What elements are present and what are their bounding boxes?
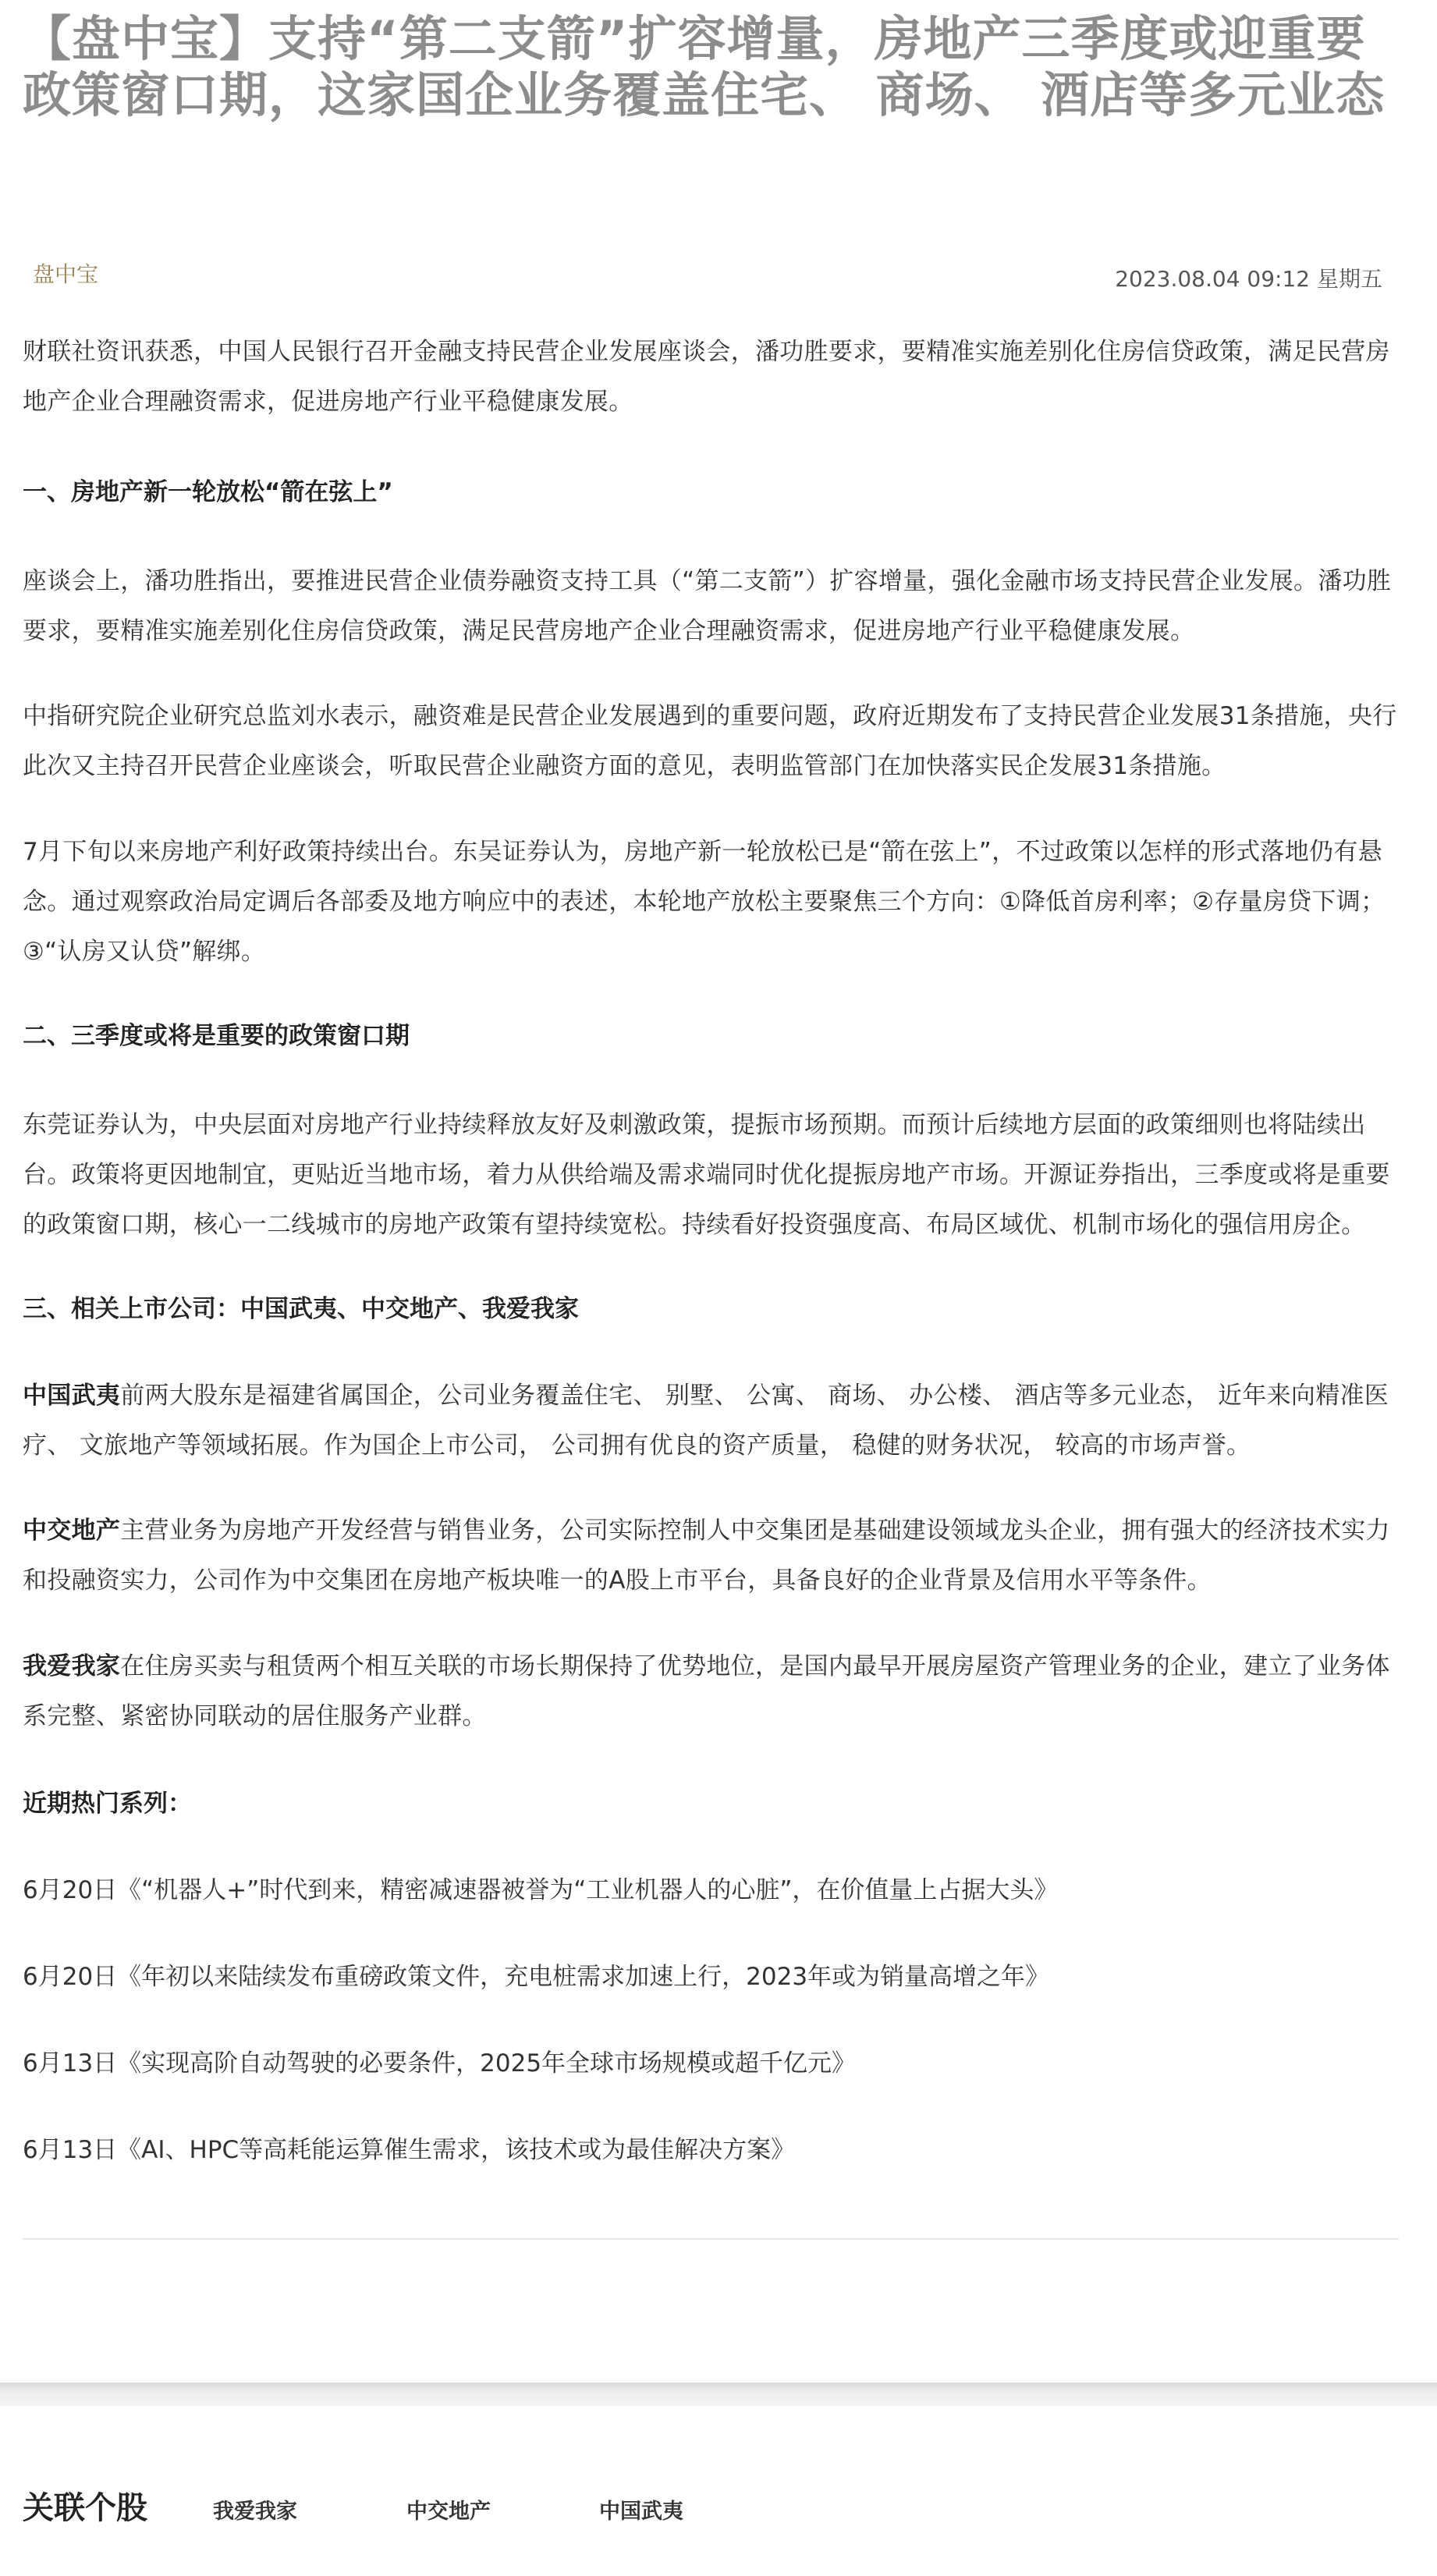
section-heading-3: 三、相关上市公司：中国武夷、中交地产、我爱我家 xyxy=(23,1295,579,1323)
article-datetime: 2023.08.04 09:12 星期五 xyxy=(1115,266,1382,292)
article-source[interactable]: 盘中宝 xyxy=(33,261,99,287)
section-heading-1: 一、房地产新一轮放松“箭在弦上” xyxy=(23,478,393,506)
company-description: 主营业务为房地产开发经营与销售业务，公司实际控制人中交集团是基础建设领域龙头企业，拥有强大的经济技术实力和投融资实力，公司作为中交集团在房地产板块唯一的A股上市平台，具备良好的企业背景及信用水平等条件。 xyxy=(23,1517,1390,1595)
recent-series-item[interactable]: 6月13日《AI、HPC等高耗能运算催生需求，该技术或为最佳解决方案》 xyxy=(23,2136,796,2164)
related-stock-link[interactable]: 中国武夷 xyxy=(599,2500,683,2524)
section2-paragraph-1: 东莞证券认为，中央层面对房地产行业持续释放友好及刺激政策，提振市场预期。而预计后续地方层面的政策细则也将陆续出台。政策将更因地制宜，更贴近当地市场，着力从供给端及需求端同时优化提振房地产市场。开源证券指出，三季度或将是重要的政策窗口期，核心一二线城市的房地产政策有望持续宽松。持续看好投资强度高、布局区域优、机制市场化的强信用房企。 xyxy=(23,1111,1390,1239)
company-paragraph-3 xyxy=(23,1641,1400,1741)
section-heading-2: 二、三季度或将是重要的政策窗口期 xyxy=(23,1022,410,1050)
company-name: 中国武夷 xyxy=(23,1382,121,1410)
company-name: 中交地产 xyxy=(23,1517,121,1545)
article-title: 【盘中宝】支持“第二支箭”扩容增量，房地产三季度或迎重要政策窗口期，这家国企业务覆盖住宅、 商场、 酒店等多元业态 xyxy=(23,10,1386,123)
company-name: 我爱我家 xyxy=(23,1652,121,1680)
section-separator xyxy=(0,2383,1437,2406)
company-description: 前两大股东是福建省属国企，公司业务覆盖住宅、 别墅、 公寓、 商场、 办公楼、 酒店等多元业态， 近年来向精准医疗、 文旅地产等领域拓展。作为国企上市公司， 公司拥有优良的资产质量， 稳健的财务状况， 较高的市场声誉。 xyxy=(23,1382,1389,1460)
company-paragraph-2 xyxy=(23,1506,1400,1606)
related-stock-link[interactable]: 中交地产 xyxy=(406,2500,491,2524)
recent-series-item[interactable]: 6月20日《“机器人+”时代到来，精密减速器被誉为“工业机器人的心脏”，在价值量上占据大头》 xyxy=(23,1876,1059,1904)
recent-series-item[interactable]: 6月13日《实现高阶自动驾驶的必要条件，2025年全球市场规模或超千亿元》 xyxy=(23,2049,857,2077)
article-intro: 财联社资讯获悉，中国人民银行召开金融支持民营企业发展座谈会，潘功胜要求，要精准实施差别化住房信贷政策，满足民营房地产企业合理融资需求，促进房地产行业平稳健康发展。 xyxy=(23,338,1390,416)
company-paragraph-1 xyxy=(23,1371,1400,1471)
section1-paragraph-1: 座谈会上，潘功胜指出，要推进民营企业债券融资支持工具（“第二支箭”）扩容增量，强化金融市场支持民营企业发展。潘功胜要求，要精准实施差别化住房信贷政策，满足民营房地产企业合理融资需求，促进房地产行业平稳健康发展。 xyxy=(23,567,1392,645)
content-divider xyxy=(23,2238,1399,2240)
related-stocks-title: 关联个股 xyxy=(23,2490,147,2526)
related-stocks-panel xyxy=(0,2406,1437,2576)
section1-paragraph-3: 7月下旬以来房地产利好政策持续出台。东吴证券认为，房地产新一轮放松已是“箭在弦上”，不过政策以怎样的形式落地仍有悬念。通过观察政治局定调后各部委及地方响应中的表述，本轮地产放松主要聚焦三个方向：①降低首房利率；②存量房贷下调；③“认房又认贷”解绑。 xyxy=(23,838,1386,966)
recent-series-item[interactable]: 6月20日《年初以来陆续发布重磅政策文件，充电桩需求加速上行，2023年或为销量高增之年》 xyxy=(23,1963,1050,1991)
related-stock-link[interactable]: 我爱我家 xyxy=(213,2500,297,2524)
section1-paragraph-2: 中指研究院企业研究总监刘水表示，融资难是民营企业发展遇到的重要问题，政府近期发布了支持民营企业发展31条措施，央行此次又主持召开民营企业座谈会，听取民营企业融资方面的意见，表明监管部门在加快落实民企发展31条措施。 xyxy=(23,702,1397,780)
company-description: 在住房买卖与租赁两个相互关联的市场长期保持了优势地位，是国内最早开展房屋资产管理业务的企业，建立了业务体系完整、紧密协同联动的居住服务产业群。 xyxy=(23,1652,1390,1730)
recent-series-heading: 近期热门系列： xyxy=(23,1790,192,1818)
